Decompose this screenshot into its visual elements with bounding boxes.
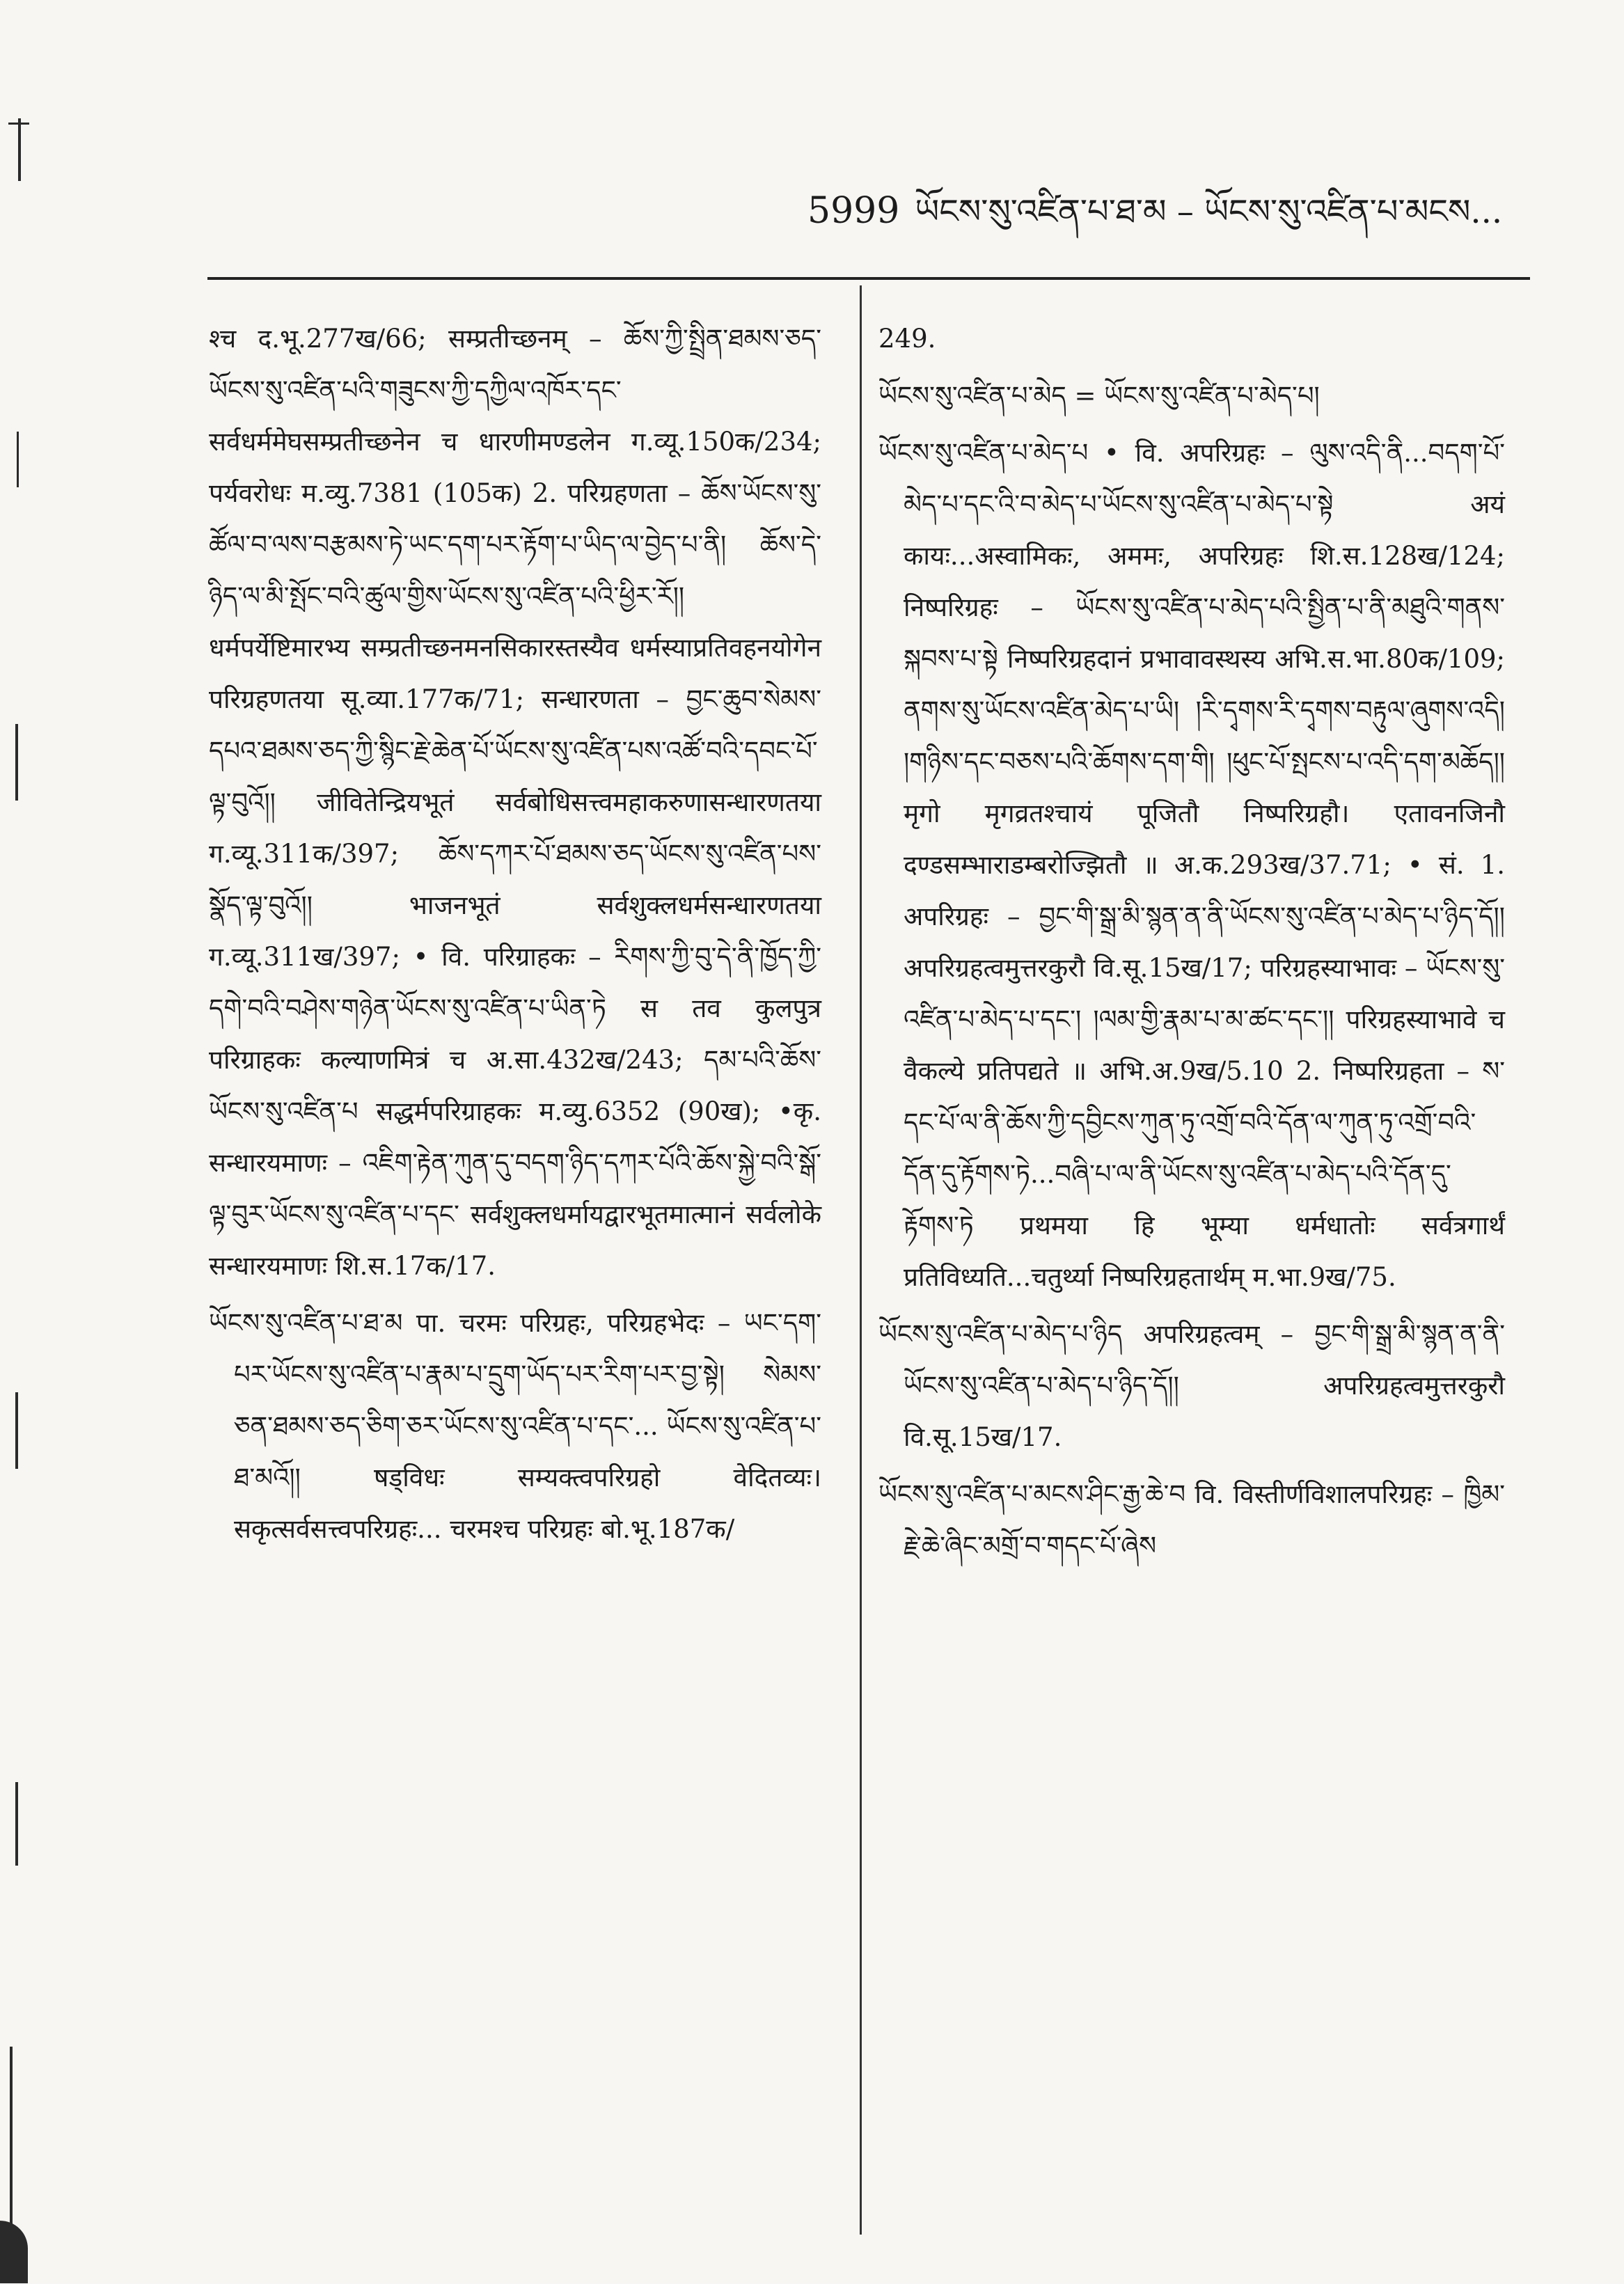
dictionary-entry: ཡོངས་སུ་འཛིན་པ་མེད་པ་ཉིད अपरिग्रहत्वम् – བྱང་གི་སྒྲ་མི་སྙན་ན་ནི་ཡོངས་སུ་འཛིན་པ་མེད་པ་ཉིད་དོ།། अपरिग्रहत्वमुत्तरकुरौ वि.सू.15ख/17. [878,1319,1505,1452]
dictionary-entry: ཡོངས་སུ་འཛིན་པ་མངས་ཤིང་རྒྱ་ཆེ་བ वि. विस्तीर्णविशालपरिग्रहः – ཁྱིམ་རྗེ་ཆེ་ཞིང་མགྲོ་བ་གདང་པོ་ཞེས [878,1479,1505,1561]
guide-words: ཡོངས་སུ་འཛིན་པ་ཐ་མ – ཡོངས་སུ་འཛིན་པ་མངས... [915,192,1503,231]
scan-edge-mark [15,724,18,801]
scan-edge-mark [15,1392,18,1469]
left-column [209,313,821,1561]
dictionary-entry: ཡོངས་སུ་འཛིན་པ་ཐ་མ पा. चरमः परिग्रहः, परिग्रहभेदः – ཡང་དག་པར་ཡོངས་སུ་འཛིན་པ་རྣམ་པ་དྲུག་ཡོད་པར་རིག་པར་བྱ་སྟེ། སེམས་ཅན་ཐམས་ཅད་ཅིག་ཅར་ཡོངས་སུ་འཛིན་པ་དང་... ཡོངས་སུ་འཛིན་པ་ཐ་མའོ།། षड्विधः सम्यक्त्वपरिग्रहो वेदितव्यः। सकृत्सर्वसत्त्वपरिग्रहः... चरमश्च परिग्रहः बो.भू.187क/ [209,1308,821,1544]
page-number: 5999 [807,190,900,232]
entry-continuation: 249. [878,324,936,354]
scan-edge-mark [8,123,29,125]
column-divider [860,285,862,2235]
right-column [878,313,1505,1577]
entry-continuation: श्च द.भू.277ख/66; सम्प्रतीच्छनम् – ཆོས་ཀྱི་སྤྲིན་ཐམས་ཅད་ཡོངས་སུ་འཛིན་པའི་གཟུངས་ཀྱི་དཀྱིལ་འཁོར་དང་ सर्वधर्ममेघसम्प्रतीच्छनेन च धारणीमण्डलेन ग.व्यू.150क/234; पर्यवरोधः म.व्यु.7381 (105क) 2. परिग्रहणता – ཆོས་ཡོངས་སུ་ཚོལ་བ་ལས་བརྩམས་ཏེ་ཡང་དག་པར་རྟོག་པ་ཡིད་ལ་བྱེད་པ་ནི། ཆོས་དེ་ཉིད་ལ་མི་སྤོང་བའི་ཚུལ་གྱིས་ཡོངས་སུ་འཛིན་པའི་ཕྱིར་རོ།། धर्मपर्येष्टिमारभ्य सम्प्रतीच्छनमनसिकारस्तस्यैव धर्मस्याप्रतिवहनयोगेन परिग्रहणतया सू.व्या.177क/71; सन्धारणता – བྱང་ཆུབ་སེམས་དཔའ་ཐམས་ཅད་ཀྱི་སྙིང་རྗེ་ཆེན་པོ་ཡོངས་སུ་འཛིན་པས་འཚོ་བའི་དབང་པོ་ལྟ་བུའོ།། जीवितेन्द्रियभूतं सर्वबोधिसत्त्वमहाकरुणासन्धारणतया ग.व्यू.311क/397; ཆོས་དཀར་པོ་ཐམས་ཅད་ཡོངས་སུ་འཛིན་པས་སྣོད་ལྟ་བུའོ།། भाजनभूतं सर्वशुक्लधर्मसन्धारणतया ग.व्यू.311ख/397; • वि. परिग्राहकः – རིགས་ཀྱི་བུ་དེ་ནི་ཁྱོད་ཀྱི་དགེ་བའི་བཤེས་གཉེན་ཡོངས་སུ་འཛིན་པ་ཡིན་ཏེ स तव कुलपुत्र परिग्राहकः कल्याणमित्रं च अ.सा.432ख/243; དམ་པའི་ཆོས་ཡོངས་སུ་འཛིན་པ सद्धर्मपरिग्राहकः म.व्यु.6352 (90ख); •कृ. सन्धारयमाणः – འཇིག་རྟེན་ཀུན་དུ་བདག་ཉིད་དཀར་པོའི་ཆོས་སྐྱེ་བའི་སྒོ་ལྟ་བུར་ཡོངས་སུ་འཛིན་པ་དང་ सर्वशुक्लधर्मायद्वारभूतमात्मानं सर्वलोके सन्धारयमाणः शि.स.17क/17. [209,324,821,1281]
scan-edge-mark [0,2221,28,2283]
dictionary-entry: ཡོངས་སུ་འཛིན་པ་མེད་པ • वि. अपरिग्रहः – ལུས་འདི་ནི...བདག་པོ་མེད་པ་དང་འི་བ་མེད་པ་ཡོངས་སུ་འཛིན་པ་མེད་པ་སྟེ अयं कायः...अस्वामिकः, अममः, अपरिग्रहः शि.स.128ख/124; निष्परिग्रहः – ཡོངས་སུ་འཛིན་པ་མེད་པའི་སྤྱིན་པ་ནི་མཐུའི་གནས་སྐབས་པ་སྟེ निष्परिग्रहदानं प्रभावावस्थस्य अभि.स.भा.80क/109; ནགས་སུ་ཡོངས་འཛིན་མེད་པ་ཡི། །རི་དྭགས་རི་དྭགས་བརྟུལ་ཞུགས་འདི། །གཉིས་དང་བཅས་པའི་ཆོགས་དག་གི། །ཕུང་པོ་སྤངས་པ་འདི་དག་མཆོད།། मृगो मृगव्रतश्चायं पूजितौ निष्परिग्रहौ। एतावनजिनौ दण्डसम्भाराडम्बरोज्झितौ ॥ अ.क.293ख/37.71; • सं. 1. अपरिग्रहः – བྱང་གི་སྒྲ་མི་སྙན་ན་ནི་ཡོངས་སུ་འཛིན་པ་མེད་པ་ཉིད་དོ།། अपरिग्रहत्वमुत्तरकुरौ वि.सू.15ख/17; परिग्रहस्याभावः – ཡོངས་སུ་འཛིན་པ་མེད་པ་དང་། །ལམ་གྱི་རྣམ་པ་མ་ཚང་དང་།། परिग्रहस्याभावे च वैकल्ये प्रतिपद्यते ॥ अभि.अ.9ख/5.10 2. निष्परिग्रहता – ས་དང་པོ་ལ་ནི་ཆོས་ཀྱི་དབྱིངས་ཀུན་ཏུ་འགྲོ་བའི་དོན་ལ་ཀུན་ཏུ་འགྲོ་བའི་དོན་དུ་རྟོགས་ཏེ...བཞི་པ་ལ་ནི་ཡོངས་སུ་འཛིན་པ་མེད་པའི་དོན་དུ་རྟོགས་ཏེ प्रथमया हि भूम्या धर्मधातोः सर्वत्रगार्थं प्रतिविध्यति...चतुर्थ्या निष्परिग्रहतार्थम् म.भा.9ख/75. [878,438,1505,1292]
scan-edge-mark [18,118,21,181]
page-header [807,187,1504,235]
header-rule [207,277,1530,280]
scan-edge-mark [17,432,19,487]
dictionary-entry: ཡོངས་སུ་འཛིན་པ་མེད = ཡོངས་སུ་འཛིན་པ་མེད་པ། [878,381,1320,411]
scan-edge-mark [15,1782,18,1866]
